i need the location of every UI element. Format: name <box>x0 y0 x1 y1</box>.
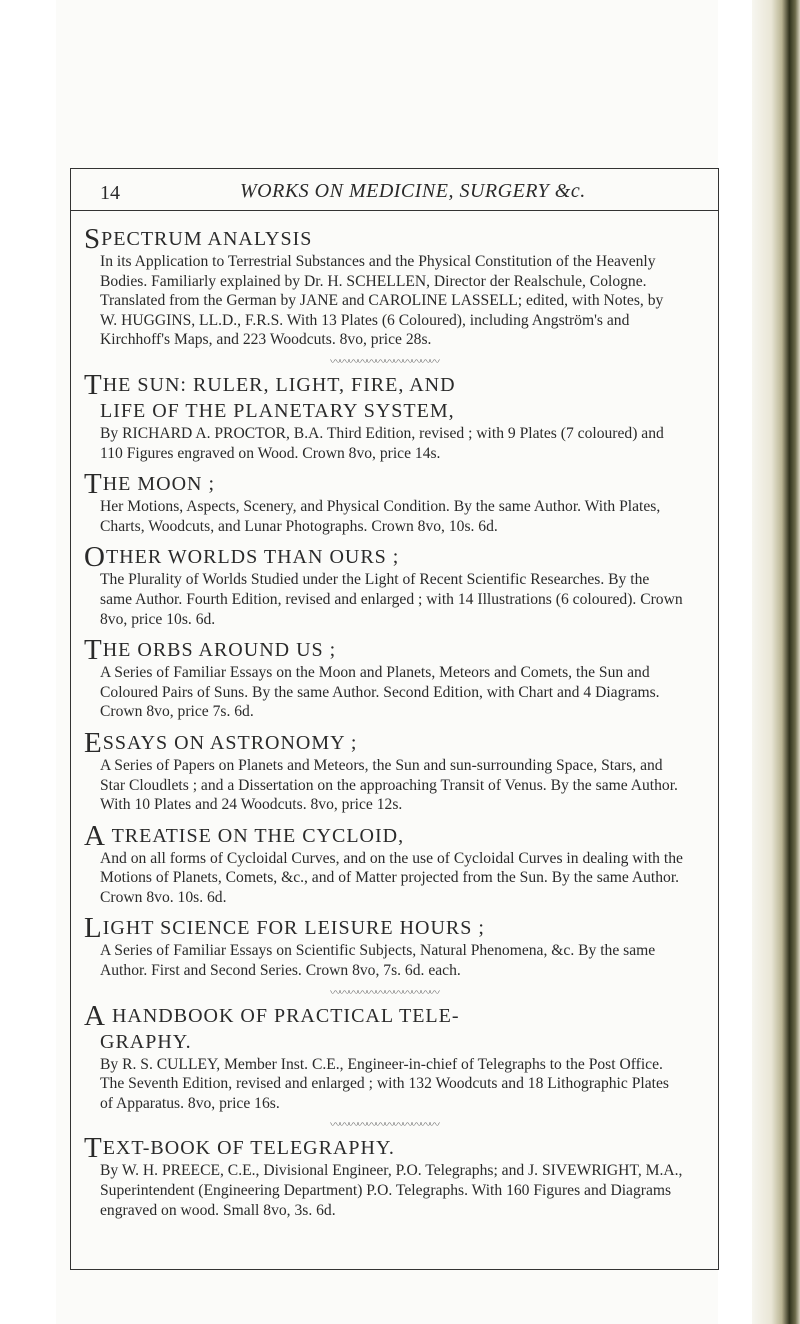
catalogue-entry <box>84 726 684 815</box>
entry-title: SPECTRUM ANALYSIS <box>84 223 313 255</box>
page-edge-shadow <box>752 0 800 1324</box>
right-border-rule <box>718 168 719 1270</box>
footer-rule <box>70 1269 718 1270</box>
entry-description: And on all forms of Cycloidal Curves, and on the use of Cycloidal Curves in dealing with the Motions of Planets, Comets, &c., and of Matter projected from the Sun. By the same Author. Crown 8vo. 10s. 6d. <box>100 849 683 906</box>
catalogue-entry <box>84 999 684 1114</box>
ornament-divider: 〰〰〰〰〰〰〰〰〰〰〰〰 <box>330 1119 438 1132</box>
entry-title: THE MOON ; <box>84 468 216 501</box>
drop-capital: A <box>84 819 106 852</box>
entry-description: The Plurality of Worlds Studied under the Light of Recent Scientific Researches. By the same Author. Fourth Edition, revised and enlarged ; with 14 Illustrations (6 coloured). Crown 8vo, price 10s. 6d. <box>100 571 683 628</box>
drop-capital: O <box>84 541 106 574</box>
entry-title: A HANDBOOK OF PRACTICAL TELE- <box>84 999 460 1032</box>
top-border-rule <box>70 168 718 169</box>
catalogue-listing <box>84 223 684 1220</box>
ornament-divider: 〰〰〰〰〰〰〰〰〰〰〰〰 <box>330 986 438 999</box>
drop-capital: L <box>84 912 103 945</box>
entry-title: THE SUN: RULER, LIGHT, FIRE, AND <box>84 368 456 401</box>
entry-title: TEXT-BOOK OF TELEGRAPHY. <box>84 1132 395 1165</box>
catalogue-entry <box>84 468 684 536</box>
entry-description: In its Application to Terrestrial Substances and the Physical Constitution of the Heavenly Bodies. Familiarly explained by Dr. H. SCHELLEN, Director der Realschule, Cologne. Translated from the German by JANE and CAROLINE LASSELL; edited, with Notes, by W. HUGGINS, LL.D., F.R.S. With 13 Plates (6 Coloured), including Angström's and Kirchhoff's Maps, and 223 Woodcuts. 8vo, price 28s. <box>100 253 664 349</box>
entry-title: A TREATISE ON THE CYCLOID, <box>84 819 405 852</box>
drop-capital: T <box>84 468 103 501</box>
entry-title: ESSAYS ON ASTRONOMY ; <box>84 726 358 759</box>
entry-description: By W. H. PREECE, C.E., Divisional Engineer, P.O. Telegraphs; and J. SIVEWRIGHT, M.A., Superintendent (Engineering Department) P.O. Telegraphs. With 160 Figures and Diagrams engraved on wood. Small 8vo, 3s. 6d. <box>100 1162 683 1219</box>
page-number: 14 <box>100 182 120 204</box>
entry-title: THE ORBS AROUND US ; <box>84 634 337 667</box>
entry-description: By RICHARD A. PROCTOR, B.A. Third Edition, revised ; with 9 Plates (7 coloured) and 110 Figures engraved on Wood. Crown 8vo, price 14s. <box>100 424 664 462</box>
ornament-divider: 〰〰〰〰〰〰〰〰〰〰〰〰 <box>330 355 438 368</box>
catalogue-entry <box>84 819 684 908</box>
left-border-rule <box>70 168 71 1270</box>
drop-capital: T <box>84 1132 103 1165</box>
entry-description: Her Motions, Aspects, Scenery, and Physical Condition. By the same Author. With Plates, Charts, Woodcuts, and Lunar Photographs. Crown 8vo, 10s. 6d. <box>100 498 661 535</box>
entry-title-continued: LIFE OF THE PLANETARY SYSTEM, <box>100 399 455 422</box>
catalogue-entry <box>84 368 684 463</box>
entry-title-continued: GRAPHY. <box>100 1030 192 1053</box>
catalogue-entry <box>84 1132 684 1220</box>
catalogue-entry <box>84 541 684 629</box>
entry-title: LIGHT SCIENCE FOR LEISURE HOURS ; <box>84 912 485 945</box>
entry-description: A Series of Papers on Planets and Meteors, the Sun and sun-surrounding Space, Stars, and Star Cloudlets ; and a Dissertation on the approaching Transit of Venus. By the same Author. With 10 Plates and 24 Woodcuts. 8vo, price 12s. <box>100 756 678 814</box>
entry-title: OTHER WORLDS THAN OURS ; <box>84 541 400 574</box>
catalogue-entry <box>84 912 684 980</box>
drop-capital: T <box>84 634 103 667</box>
entry-description: By R. S. CULLEY, Member Inst. C.E., Engineer-in-chief of Telegraphs to the Post Office. The Seventh Edition, revised and enlarged ; with 132 Woodcuts and 18 Lithographic Plates of Apparatus. 8vo, price 16s. <box>100 1055 669 1112</box>
catalogue-entry <box>84 223 684 350</box>
drop-capital: T <box>84 368 103 401</box>
entry-description: A Series of Familiar Essays on Scientific Subjects, Natural Phenomena, &c. By the same Author. First and Second Series. Crown 8vo, 7s. 6d. each. <box>100 942 656 980</box>
drop-capital: E <box>84 726 103 759</box>
header-rule <box>70 210 718 211</box>
running-head: WORKS ON MEDICINE, SURGERY &c. <box>240 180 586 202</box>
entry-description: A Series of Familiar Essays on the Moon and Planets, Meteors and Comets, the Sun and Coloured Pairs of Suns. By the same Author. Second Edition, with Chart and 4 Diagrams. Crown 8vo, price 7s. 6d. <box>100 664 660 721</box>
catalogue-entry <box>84 634 684 722</box>
drop-capital: S <box>84 223 102 255</box>
drop-capital: A <box>84 999 106 1032</box>
